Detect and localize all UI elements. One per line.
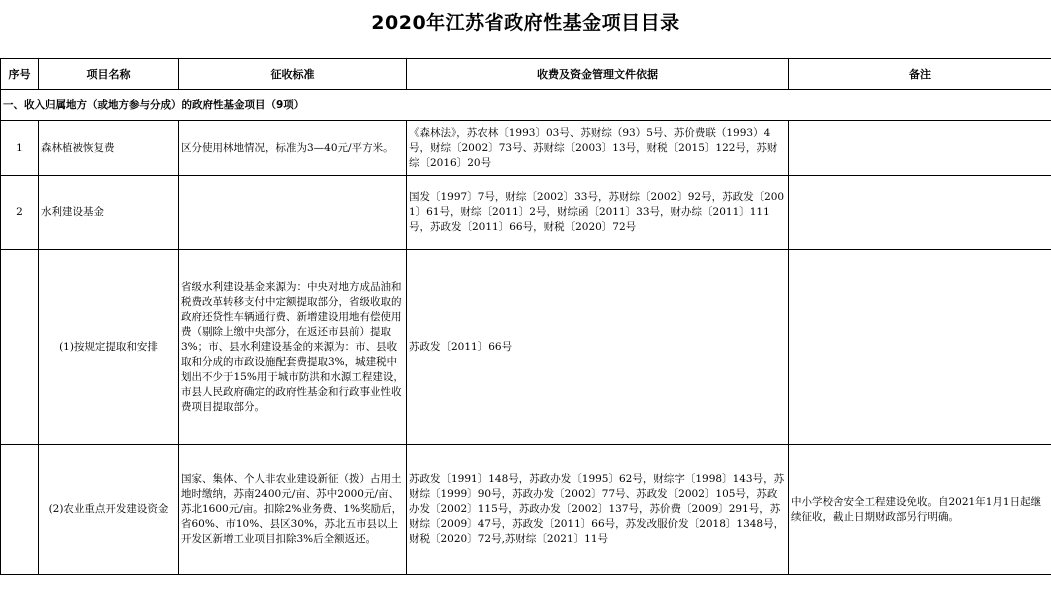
header-seq: 序号: [1, 59, 39, 90]
row-standard: 区分使用林地情况，标准为3—40元/平方米。: [179, 121, 407, 176]
row-remark: [789, 121, 1051, 176]
header-standard: 征收标准: [179, 59, 407, 90]
row-name: 森林植被恢复费: [39, 121, 179, 176]
fund-catalog-table: [0, 58, 1051, 575]
row-standard: 国家、集体、个人非农业建设新征（拨）占用土地时缴纳，苏南2400元/亩、苏中2000元/亩、苏北1600元/亩。扣除2%业务费、1%奖励后，省60%、市10%、县区30%，苏北五市县以上开发区新增工业项目扣除3%后全额返还。: [179, 445, 407, 575]
row-seq: 2: [1, 176, 39, 250]
row-name: 水利建设基金: [39, 176, 179, 250]
row-name: (2)农业重点开发建设资金: [39, 445, 179, 575]
row-standard: 省级水利建设基金来源为：中央对地方成品油和税费改革转移支付中定额提取部分，省级收取的政府还贷性车辆通行费、新增建设用地有偿使用费（剔除上缴中央部分，在返还市县前）提取3%；市、县水利建设基金的来源为：市、县收取和分成的市政设施配套费提取3%，城建税中划出不少于15%用于城市防洪和水源工程建设，市县人民政府确定的政府性基金和行政事业性收费项目提取部分。: [179, 250, 407, 445]
section-row: [1, 90, 1051, 121]
row-seq: [1, 445, 39, 575]
row-docs: 苏政发〔2011〕66号: [407, 250, 789, 445]
row-remark: 中小学校舍安全工程建设免收。自2021年1月1日起继续征收，截止日期财政部另行明确。: [789, 445, 1051, 575]
row-docs: 苏政发〔1991〕148号，苏政办发〔1995〕62号，财综字〔1998〕143号，苏财综〔1999〕90号，苏政办发〔2002〕77号、苏政发〔2002〕105号，苏政办发〔2002〕115号，苏政办发〔2002〕137号，苏价费〔2009〕291号，苏财综〔2009〕47号，苏政发〔2011〕66号，苏发改服价发〔2018〕1348号，财税〔2020〕72号,苏财综〔2021〕11号: [407, 445, 789, 575]
header-name: 项目名称: [39, 59, 179, 90]
row-name: (1)按规定提取和安排: [39, 250, 179, 445]
page-title: 2020年江苏省政府性基金项目目录: [371, 12, 680, 34]
row-seq: 1: [1, 121, 39, 176]
table-row: [1, 445, 1051, 575]
row-standard: [179, 176, 407, 250]
row-seq: [1, 250, 39, 445]
row-remark: [789, 176, 1051, 250]
header-docs: 收费及资金管理文件依据: [407, 59, 789, 90]
table-row: [1, 121, 1051, 176]
table-row: [1, 176, 1051, 250]
table-row: [1, 250, 1051, 445]
section-title: 一、收入归属地方（或地方参与分成）的政府性基金项目（9项）: [1, 90, 1051, 121]
row-docs: 《森林法》，苏农林〔1993〕03号、苏财综（93）5号、苏价费联（1993）4号，财综〔2002〕73号、苏财综〔2003〕13号，财税〔2015〕122号，苏财综〔2016〕20号: [407, 121, 789, 176]
row-remark: [789, 250, 1051, 445]
row-docs: 国发〔1997〕7号，财综〔2002〕33号，苏财综〔2002〕92号，苏政发〔2001〕61号，财综〔2011〕2号，财综函〔2011〕33号，财办综〔2011〕111号，苏政发〔2011〕66号，财税〔2020〕72号: [407, 176, 789, 250]
header-row: [1, 59, 1051, 90]
header-remark: 备注: [789, 59, 1051, 90]
